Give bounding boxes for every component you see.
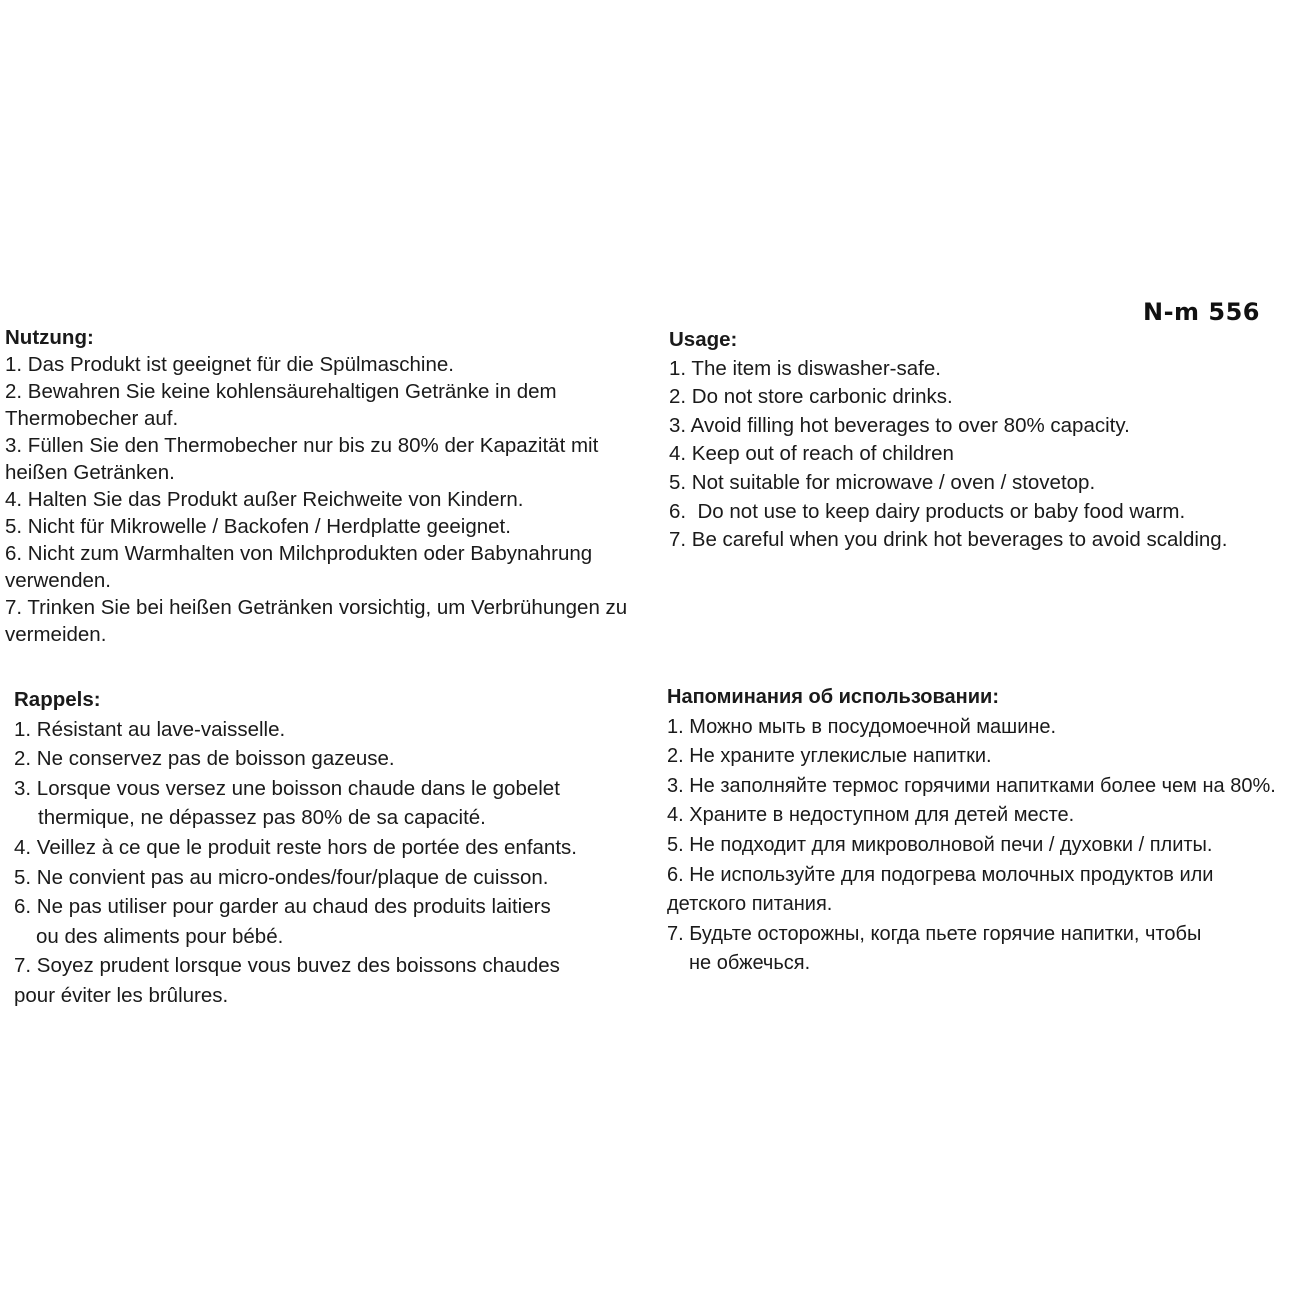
- german-line: verwenden.: [5, 569, 111, 592]
- english-line: 6. Do not use to keep dairy products or baby food warm.: [669, 499, 1186, 523]
- english-heading: Usage:: [669, 328, 738, 351]
- french-line: 7. Soyez prudent lorsque vous buvez des boissons chaudes: [14, 954, 560, 978]
- french-line: 3. Lorsque vous versez une boisson chaude dans le gobelet: [14, 776, 560, 800]
- french-line: 6. Ne pas utiliser pour garder au chaud des produits laitiers: [14, 895, 551, 919]
- english-line: 2. Do not store carbonic drinks.: [669, 385, 953, 409]
- russian-line: 1. Можно мыть в посудомоечной машине.: [667, 715, 1057, 738]
- english-line: 7. Be careful when you drink hot beverages to avoid scalding.: [669, 528, 1228, 552]
- german-line: heißen Getränken.: [5, 461, 175, 484]
- russian-line: 6. Не используйте для подогрева молочных продуктов или: [667, 863, 1214, 886]
- model-code: N-m 556: [1142, 298, 1260, 326]
- german-line: vermeiden.: [5, 623, 107, 646]
- russian-line: 7. Будьте осторожны, когда пьете горячие напитки, чтобы: [667, 922, 1202, 945]
- german-line: Thermobecher auf.: [5, 407, 179, 430]
- french-line: 2. Ne conservez pas de boisson gazeuse.: [14, 747, 395, 771]
- english-line: 5. Not suitable for microwave / oven / stovetop.: [669, 470, 1096, 494]
- french-line: 1. Résistant au lave-vaisselle.: [14, 717, 286, 741]
- russian-line: не обжечься.: [689, 952, 811, 975]
- russian-reminders-section: [667, 683, 1297, 979]
- german-line: 6. Nicht zum Warmhalten von Milchprodukten oder Babynahrung: [5, 542, 593, 565]
- german-line: 4. Halten Sie das Produkt außer Reichweite von Kindern.: [5, 488, 524, 511]
- german-line: 7. Trinken Sie bei heißen Getränken vorsichtig, um Verbrühungen zu: [5, 596, 628, 619]
- french-reminders-section: [14, 685, 654, 1011]
- french-line: 5. Ne convient pas au micro-ondes/four/plaque de cuisson.: [14, 865, 549, 889]
- german-usage-section: [5, 324, 645, 648]
- english-line: 3. Avoid filling hot beverages to over 80% capacity.: [669, 413, 1130, 437]
- french-line: ou des aliments pour bébé.: [36, 924, 284, 948]
- german-line: 5. Nicht für Mikrowelle / Backofen / Herdplatte geeignet.: [5, 515, 511, 538]
- russian-line: детского питания.: [667, 893, 833, 916]
- french-line: pour éviter les brûlures.: [14, 983, 229, 1007]
- english-usage-section: [669, 326, 1294, 555]
- russian-line: 4. Храните в недоступном для детей месте.: [667, 804, 1075, 827]
- french-list: [14, 715, 654, 1011]
- russian-list: [667, 713, 1297, 979]
- russian-line: 3. Не заполняйте термос горячими напитками более чем на 80%.: [667, 774, 1276, 797]
- german-line: 3. Füllen Sie den Thermobecher nur bis zu 80% der Kapazität mit: [5, 434, 599, 457]
- german-heading: Nutzung:: [5, 326, 94, 349]
- english-list: [669, 355, 1294, 555]
- german-line: 2. Bewahren Sie keine kohlensäurehaltigen Getränke in dem: [5, 380, 557, 403]
- russian-line: 2. Не храните углекислые напитки.: [667, 745, 992, 768]
- german-list: [5, 351, 645, 648]
- french-line: thermique, ne dépassez pas 80% de sa capacité.: [38, 806, 486, 830]
- english-line: 1. The item is diswasher-safe.: [669, 356, 941, 380]
- english-line: 4. Keep out of reach of children: [669, 442, 954, 466]
- french-heading: Rappels:: [14, 688, 101, 711]
- french-line: 4. Veillez à ce que le produit reste hors de portée des enfants.: [14, 835, 577, 859]
- german-line: 1. Das Produkt ist geeignet für die Spülmaschine.: [5, 353, 454, 376]
- russian-heading: Напоминания об использовании:: [667, 686, 999, 708]
- russian-line: 5. Не подходит для микроволновой печи / духовки / плиты.: [667, 833, 1213, 856]
